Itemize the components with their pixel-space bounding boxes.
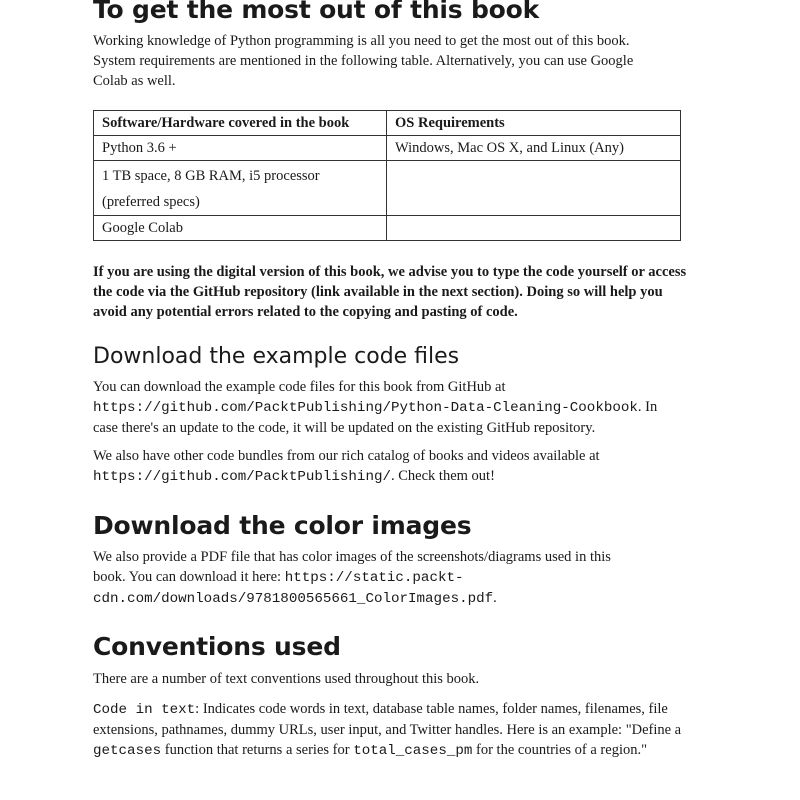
intro-paragraph: Working knowledge of Python programming is all you need to get the most out of this book. System requirements are mentioned in the following table. Alternatively, you can use Google Colab as well. xyxy=(93,33,634,89)
table-header-software: Software/Hardware covered in the book xyxy=(94,111,387,136)
requirements-table xyxy=(93,110,681,241)
code-in-text-paragraph xyxy=(93,699,683,761)
text: We also provide a PDF file that has color images of the screenshots/diagrams used in this book. You can download it here: xyxy=(93,549,611,585)
github-repo-link[interactable]: https://github.com/PacktPublishing/Python-Data-Cleaning-Cookbook xyxy=(93,400,638,416)
table-header-row xyxy=(94,111,681,136)
table-row xyxy=(94,161,681,216)
text: . xyxy=(493,590,497,606)
table-cell: Python 3.6 + xyxy=(94,136,387,161)
table-row xyxy=(94,136,681,161)
code-sample: Code in text xyxy=(93,702,196,718)
download-code-paragraph xyxy=(93,377,678,438)
digital-version-note: If you are using the digital version of this book, we advise you to type the code yourself or access the code via the GitHub repository (link available in the next section). Doing so will help you avoid any potential errors related to the copying and pasting of code. xyxy=(93,264,687,320)
packt-github-link[interactable]: https://github.com/PacktPublishing/ xyxy=(93,469,391,485)
text: for the countries of a region." xyxy=(472,742,648,758)
text: You can download the example code files for this book from GitHub at xyxy=(93,379,506,395)
text: . Check them out! xyxy=(391,468,495,484)
section-title-conventions: Conventions used xyxy=(93,632,341,661)
section-title-color-images: Download the color images xyxy=(93,511,472,540)
section-title-get-most: To get the most out of this book xyxy=(93,0,540,24)
table-cell-empty xyxy=(387,216,681,241)
section-title-download-code: Download the example code files xyxy=(93,344,460,369)
conventions-intro: There are a number of text conventions used throughout this book. xyxy=(93,671,480,687)
table-cell: Windows, Mac OS X, and Linux (Any) xyxy=(387,136,681,161)
text: . In case there's an update to the code, it will be updated on the existing GitHub repository. xyxy=(93,399,658,436)
text: function that returns a series for xyxy=(161,742,354,758)
table-cell-empty xyxy=(387,161,681,216)
table-header-os: OS Requirements xyxy=(387,111,681,136)
table-cell: Google Colab xyxy=(94,216,387,241)
table-cell xyxy=(94,161,387,216)
text: We also have other code bundles from our rich catalog of books and videos available at xyxy=(93,448,600,464)
table-cell-line: (preferred specs) xyxy=(102,194,200,210)
color-images-pdf-link[interactable]: https://static.packt-cdn.com/downloads/9781800565661_ColorImages.pdf xyxy=(93,570,494,607)
code-sample: getcases xyxy=(93,743,162,759)
table-cell-line: 1 TB space, 8 GB RAM, i5 processor xyxy=(102,168,320,184)
text: : Indicates code words in text, database table names, folder names, filenames, file extensions, pathnames, dummy URLs, user input, and Twitter handles. Here is an example: "Define a xyxy=(93,701,682,738)
color-images-paragraph xyxy=(93,547,638,609)
table-row xyxy=(94,216,681,241)
code-bundles-paragraph xyxy=(93,446,678,487)
code-sample: total_cases_pm xyxy=(353,743,473,759)
